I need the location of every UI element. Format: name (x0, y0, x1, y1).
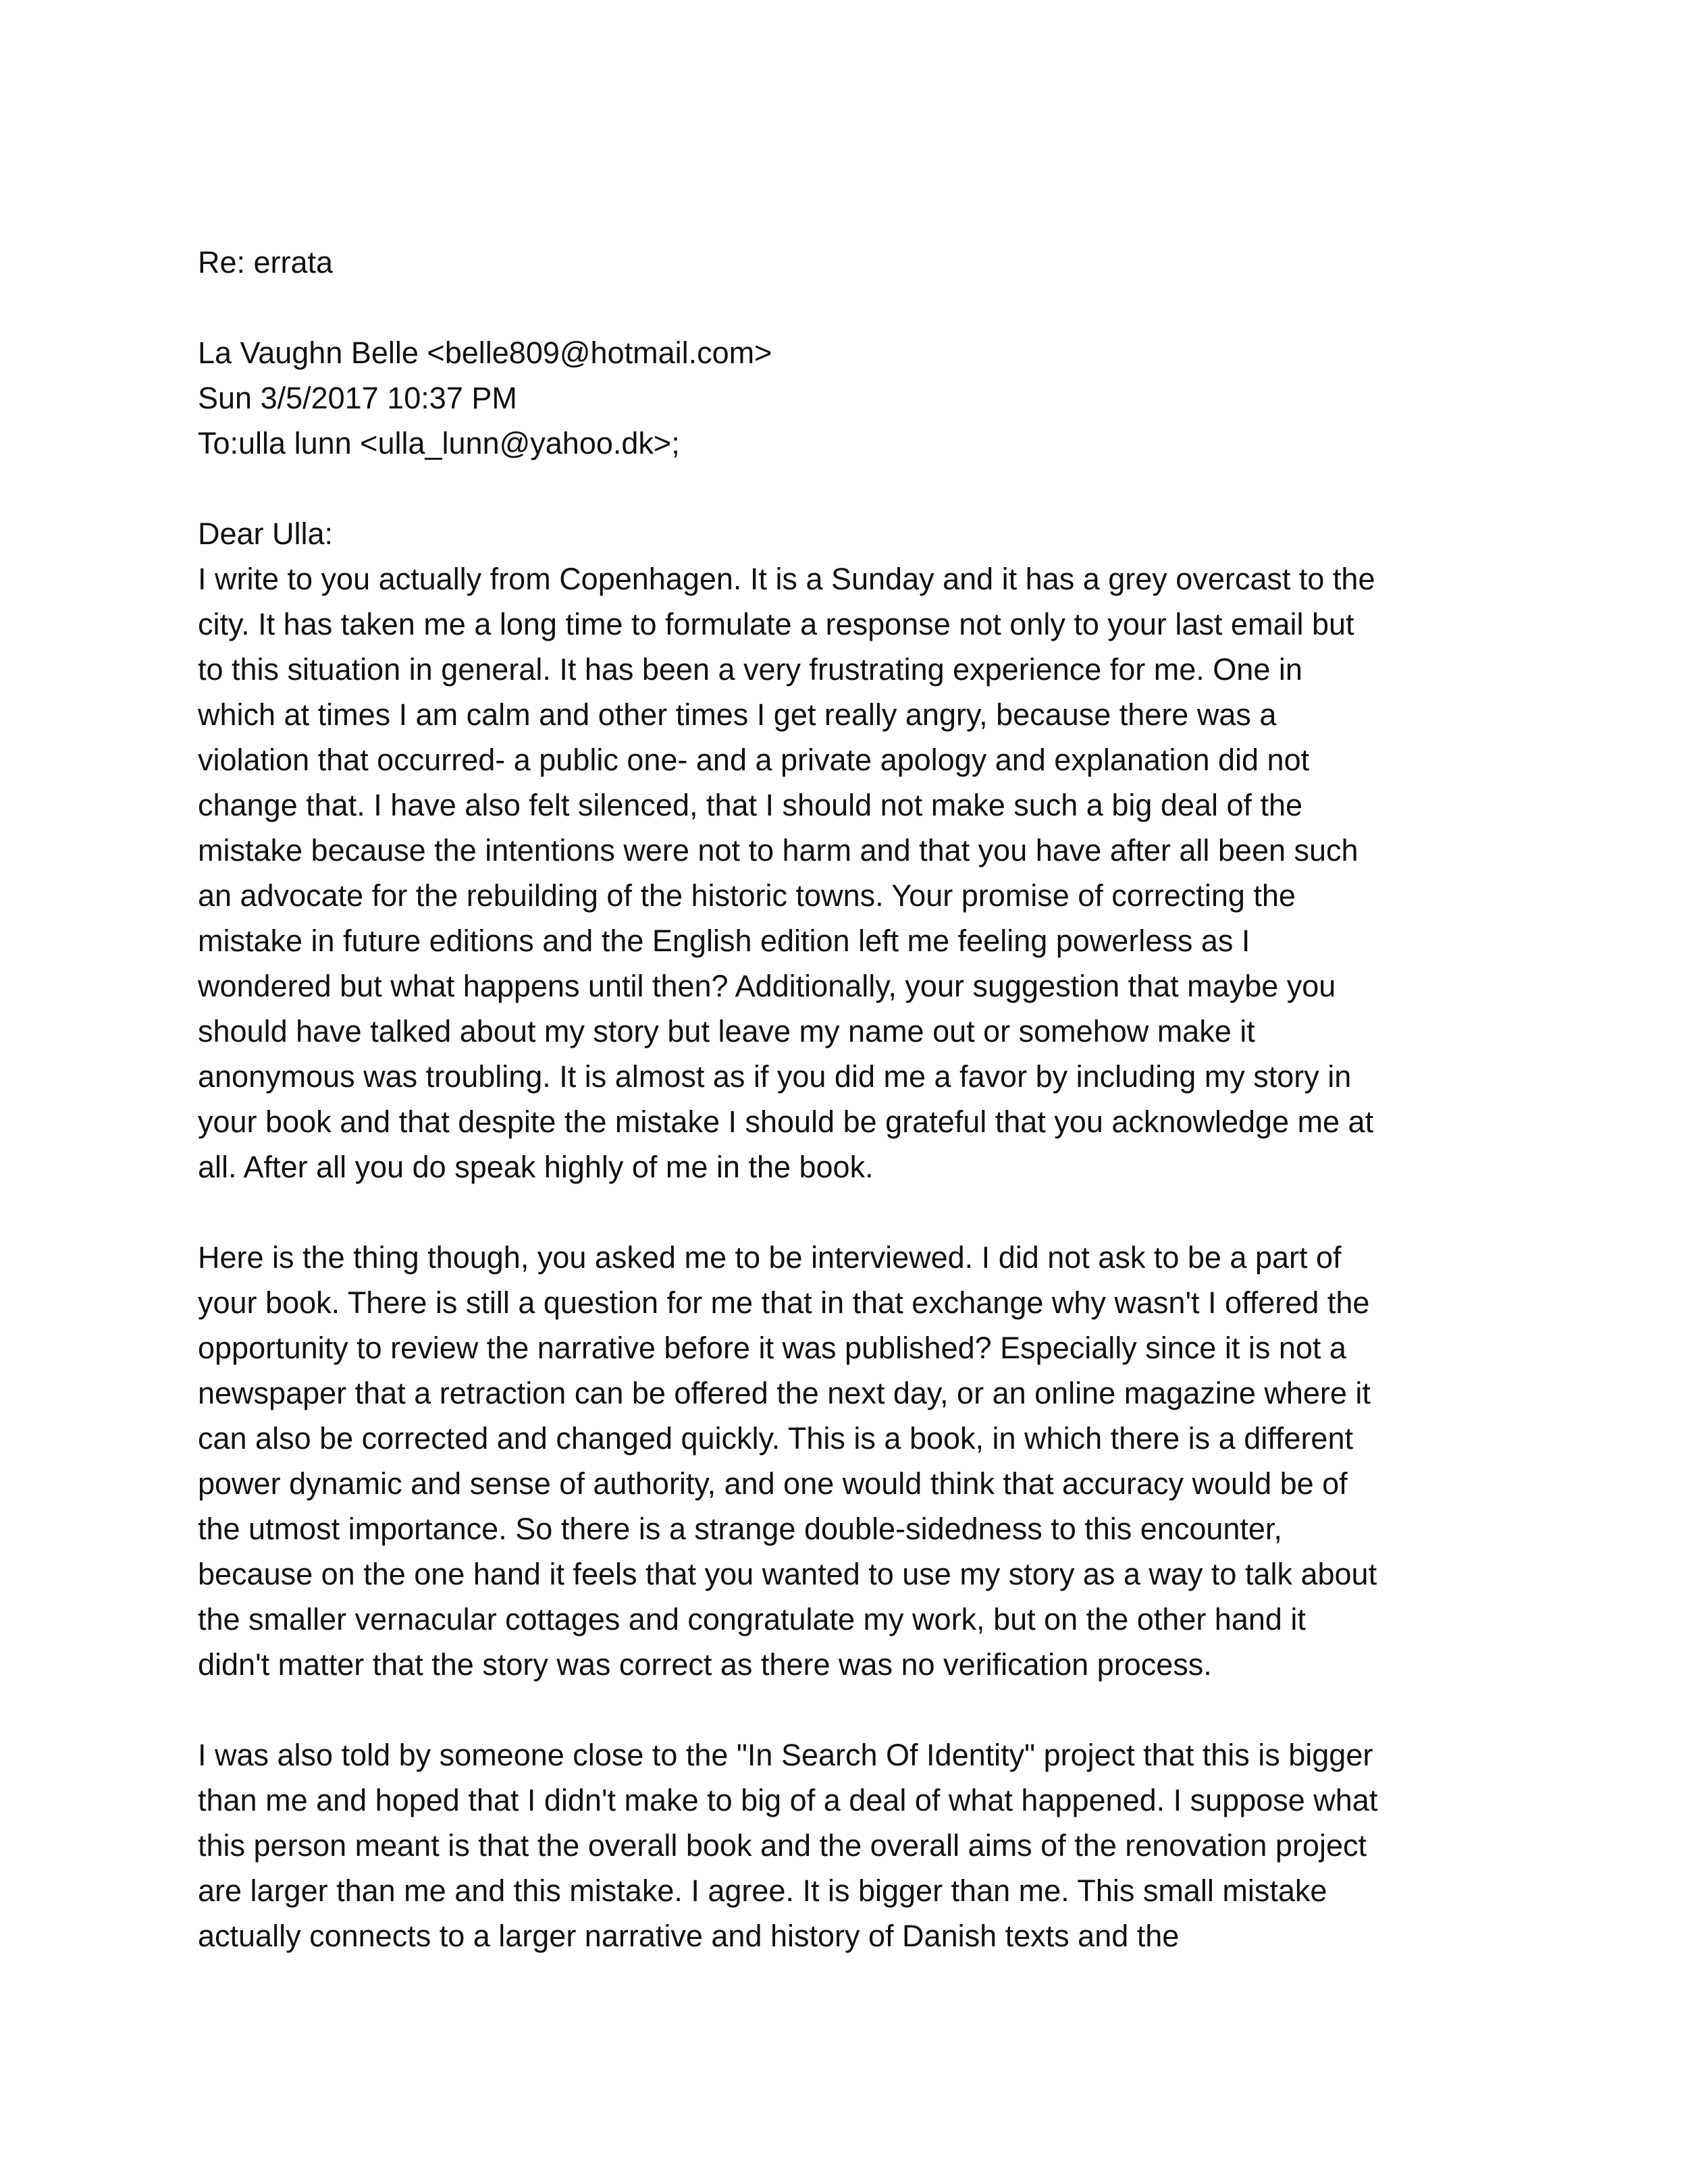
paragraph-line: newspaper that a retraction can be offered the next day, or an online magazine where it (198, 1376, 1371, 1410)
paragraph-2 (198, 1235, 1521, 1687)
email-header (198, 330, 1521, 466)
paragraph-line: the smaller vernacular cottages and congratulate my work, but on the other hand it (198, 1602, 1306, 1636)
paragraph-line: an advocate for the rebuilding of the historic towns. Your promise of correcting the (198, 878, 1296, 913)
email-body (198, 240, 1521, 2004)
paragraph-line: actually connects to a larger narrative and history of Danish texts and the (198, 1919, 1180, 1953)
paragraph-line: I write to you actually from Copenhagen. It is a Sunday and it has a grey overcast to the (198, 562, 1375, 596)
paragraph-line: didn't matter that the story was correct as there was no verification process. (198, 1647, 1212, 1682)
paragraph-line: which at times I am calm and other times I get really angry, because there was a (198, 697, 1277, 732)
paragraph-line: wondered but what happens until then? Additionally, your suggestion that maybe you (198, 969, 1336, 1003)
email-to: To:ulla lunn <ulla_lunn@yahoo.dk>; (198, 426, 680, 460)
paragraph-line: opportunity to review the narrative before it was published? Especially since it is not a (198, 1331, 1346, 1365)
paragraph-line: should have talked about my story but leave my name out or somehow make it (198, 1014, 1255, 1048)
paragraph-line: the utmost importance. So there is a strange double-sidedness to this encounter, (198, 1512, 1282, 1546)
paragraph-line: to this situation in general. It has been a very frustrating experience for me. One in (198, 652, 1302, 687)
paragraph-1 (198, 556, 1521, 1190)
paragraph-line: are larger than me and this mistake. I agree. It is bigger than me. This small mistake (198, 1873, 1327, 1908)
paragraph-line: Here is the thing though, you asked me to be interviewed. I did not ask to be a part of (198, 1240, 1342, 1275)
paragraph-line: your book and that despite the mistake I should be grateful that you acknowledge me at (198, 1104, 1374, 1139)
paragraph-3 (198, 1732, 1521, 1959)
paragraph-line: can also be corrected and changed quickly. This is a book, in which there is a different (198, 1421, 1353, 1456)
paragraph-line: violation that occurred- a public one- and a private apology and explanation did not (198, 743, 1310, 777)
paragraph-line: I was also told by someone close to the "In Search Of Identity" project that this is bigger (198, 1738, 1373, 1772)
paragraph-line: because on the one hand it feels that you wanted to use my story as a way to talk about (198, 1557, 1377, 1591)
paragraph-line: than me and hoped that I didn't make to big of a deal of what happened. I suppose what (198, 1783, 1378, 1817)
email-from: La Vaughn Belle <belle809@hotmail.com> (198, 336, 772, 370)
paragraph-line: this person meant is that the overall book and the overall aims of the renovation project (198, 1828, 1367, 1863)
paragraph-line: mistake in future editions and the English edition left me feeling powerless as I (198, 924, 1250, 958)
email-subject: Re: errata (198, 245, 334, 279)
paragraph-line: power dynamic and sense of authority, and one would think that accuracy would be of (198, 1466, 1348, 1501)
paragraph-line: all. After all you do speak highly of me in the book. (198, 1150, 874, 1184)
paragraph-line: anonymous was troubling. It is almost as if you did me a favor by including my story in (198, 1059, 1352, 1094)
paragraph-line: your book. There is still a question for me that in that exchange why wasn't I offered the (198, 1285, 1370, 1320)
paragraph-line: mistake because the intentions were not to harm and that you have after all been such (198, 833, 1359, 868)
email-salutation: Dear Ulla: (198, 516, 334, 551)
paragraph-line: change that. I have also felt silenced, that I should not make such a big deal of the (198, 788, 1303, 822)
paragraph-line: city. It has taken me a long time to formulate a response not only to your last email but (198, 607, 1354, 641)
email-date: Sun 3/5/2017 10:37 PM (198, 381, 517, 415)
